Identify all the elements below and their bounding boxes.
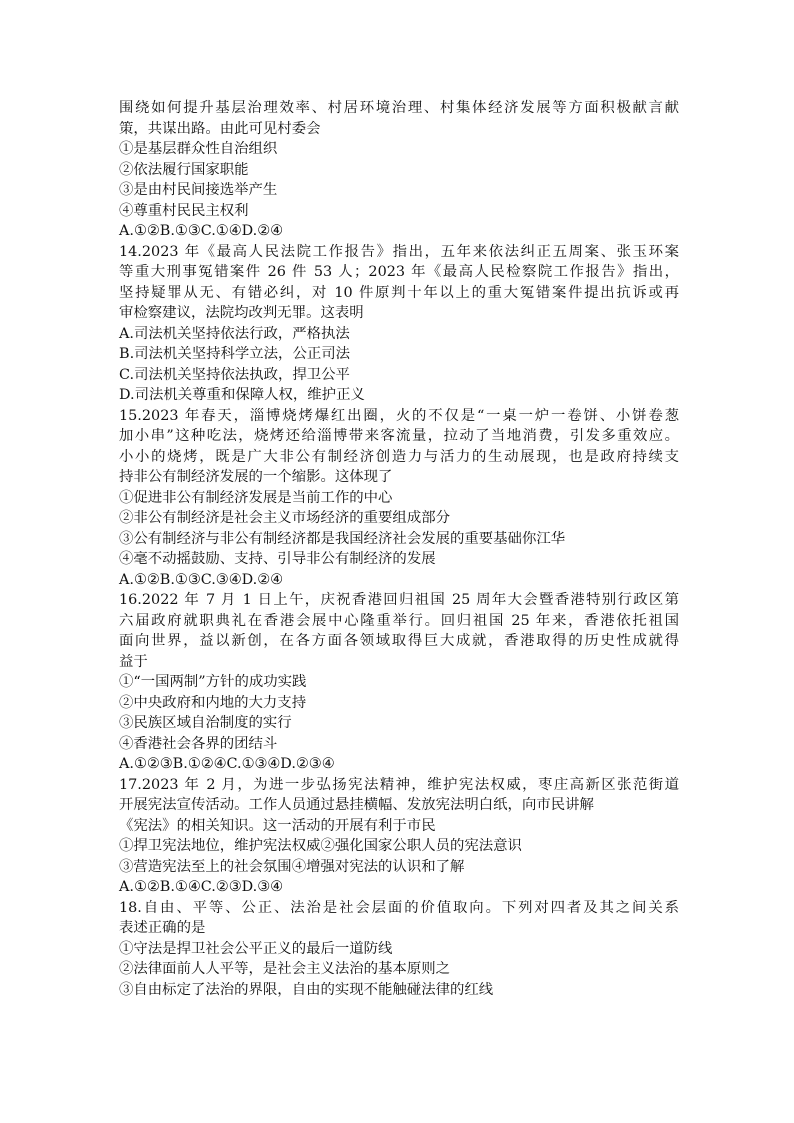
question-stem-line: 益于 (119, 653, 148, 670)
question-stem-line: 策，共谋出路。由此可见村委会 (119, 120, 321, 137)
option-statement: ③是由村民间接选举产生 (119, 182, 278, 198)
answer-choices: A.①②B.①③C.③④D.②④ (119, 571, 283, 588)
answer-option: D.司法机关尊重和保障人权，维护正义 (119, 387, 365, 403)
answer-option: A.司法机关坚持依法行政，严格执法 (119, 325, 350, 342)
question-stem-line: 开展宪法宣传活动。工作人员通过悬挂横幅、发放宪法明白纸，向市民讲解 (119, 797, 594, 813)
answer-choices: A.①②B.①④C.②③D.③④ (119, 879, 283, 895)
answer-choices: A.①②③B.①②④C.①③④D.②③④ (119, 756, 335, 772)
question-18 (119, 898, 679, 1001)
question-stem-line: 审检察建议，法院均改判无罪。这表明 (119, 305, 364, 321)
question-stem-line: 17.2023 年 2 月，为进一步弘扬宪法精神，维护宪法权威，枣庄高新区张范街道 (119, 776, 679, 793)
option-statement: ③自由标定了法治的界限，自由的实现不能触碰法律的红线 (119, 981, 494, 998)
option-statement: ③公有制经济与非公有制经济都是我国经济社会发展的重要基础你江华 (119, 530, 566, 547)
question-17 (119, 775, 679, 898)
option-statement: ①是基层群众性自治组织 (119, 141, 278, 157)
option-statement: ③营造宪法至上的社会氛围④增强对宪法的认识和了解 (119, 858, 465, 875)
question-stem-line: 《宪法》的相关知识。这一活动的开展有利于市民 (119, 817, 436, 834)
exam-page (119, 98, 679, 1000)
question-15 (119, 406, 679, 591)
question-stem-line: 小小的烧烤，既是广大非公有制经济创造力与活力的生动展现，也是政府持续支 (119, 448, 679, 465)
option-statement: ④香港社会各界的团结斗 (119, 735, 278, 752)
question-stem-line: 面向世界，益以新创，在各方面各领域取得巨大成就，香港取得的历史性成就得 (119, 633, 679, 649)
question-stem-line: 坚持疑罪从无、有错必纠，对 10 件原判十年以上的重大冤错案件提出抗诉或再 (119, 284, 679, 301)
option-statement: ②非公有制经济是社会主义市场经济的重要组成部分 (119, 510, 450, 526)
option-statement: ④尊重村民民主权利 (119, 202, 249, 219)
question-stem-line: 15.2023 年春天，淄博烧烤爆红出圈，火的不仅是“一桌一炉一卷饼、小饼卷葱 (119, 407, 679, 424)
answer-option: B.司法机关坚持科学立法，公正司法 (119, 346, 351, 362)
question-stem-line: 加小串”这种吃法，烧烤还给淄博带来客流量，拉动了当地消费，引发多重效应。 (119, 428, 679, 444)
question-stem-line: 围绕如何提升基层治理效率、村居环境治理、村集体经济发展等方面积极献言献 (119, 100, 679, 116)
option-statement: ②中央政府和内地的大力支持 (119, 694, 307, 711)
question-stem-line: 18.自由、平等、公正、法治是社会层面的价值取向。下列对四者及其之间关系 (119, 899, 679, 916)
option-statement: ②依法履行国家职能 (119, 161, 249, 178)
option-statement: ②法律面前人人平等，是社会主义法治的基本原则之 (119, 961, 450, 977)
option-statement: ①促进非公有制经济发展是当前工作的中心 (119, 489, 393, 506)
answer-option: C.司法机关坚持依法执政，捍卫公平 (119, 366, 350, 383)
question-stem-line: 持非公有制经济发展的一个缩影。这体现了 (119, 469, 393, 485)
option-statement: ③民族区域自治制度的实行 (119, 715, 292, 731)
answer-choices: A.①②B.①③C.①④D.②④ (119, 223, 283, 239)
question-stem-line: 等重大刑事冤错案件 26 件 53 人；2023 年《最高人民检察院工作报告》指出， (119, 264, 679, 280)
option-statement: ①守法是捍卫社会公平正义的最后一道防线 (119, 940, 393, 957)
question-stem-line: 表述正确的是 (119, 920, 206, 936)
question-stem-line: 六届政府就职典礼在香港会展中心隆重举行。回归祖国 25 年来，香港依托祖国 (119, 612, 679, 629)
question-16 (119, 590, 679, 775)
option-statement: ①“一国两制”方针的成功实践 (119, 674, 307, 690)
option-statement: ①捍卫宪法地位，维护宪法权威②强化国家公职人员的宪法意识 (119, 838, 522, 854)
option-statement: ④毫不动摇鼓励、支持、引导非公有制经济的发展 (119, 551, 436, 567)
question-13-continued (119, 98, 679, 242)
question-stem-line: 14.2023 年《最高人民法院工作报告》指出，五年来依法纠正五周案、张玉环案 (119, 243, 679, 260)
question-14 (119, 242, 679, 406)
question-stem-line: 16.2022 年 7 月 1 日上午，庆祝香港回归祖国 25 周年大会暨香港特别行政区第 (119, 592, 679, 608)
